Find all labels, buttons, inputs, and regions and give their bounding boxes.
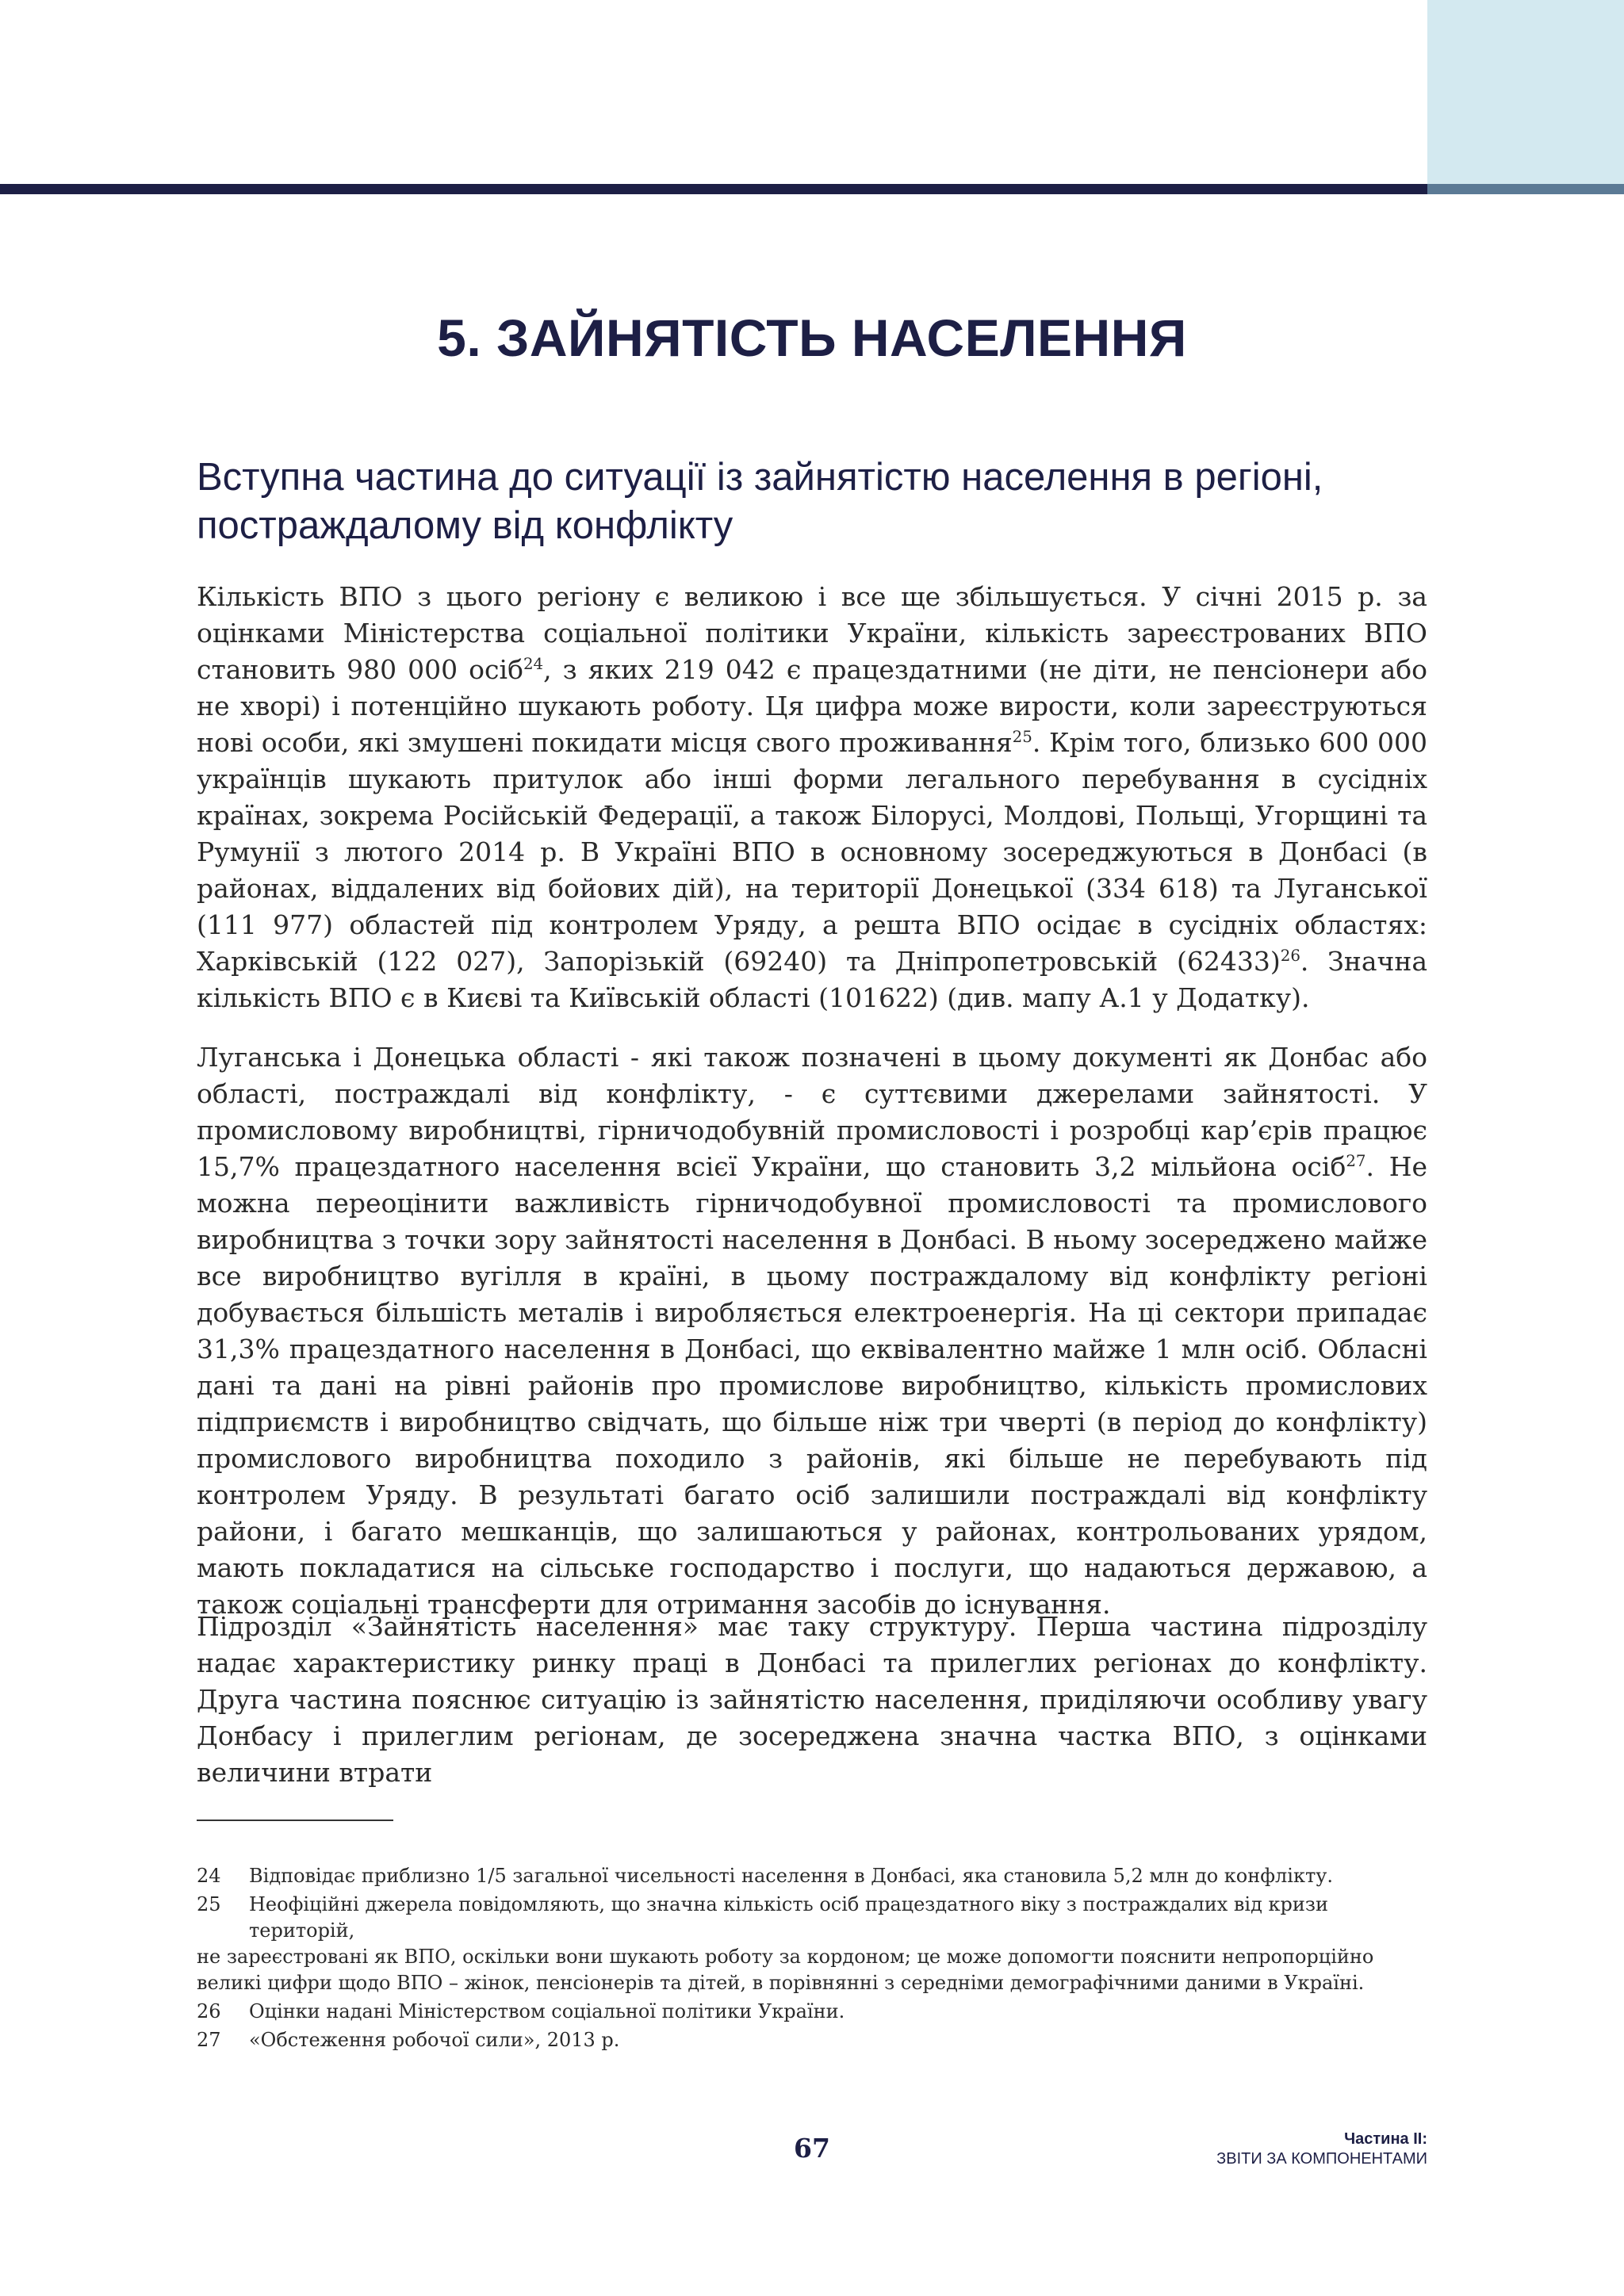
footnote-27 [197,2027,1427,2053]
footnote-text: Відповідає приблизно 1/5 загальної чисельності населення в Донбасі, яка становила 5,2 млн до конфлікту. [249,1865,1333,1887]
footnote-26 [197,1999,1427,2025]
corner-accent-block [1427,0,1624,184]
footnote-ref: 27 [1346,1152,1366,1170]
part-title: ЗВІТИ ЗА КОМПОНЕНТАМИ [1216,2150,1427,2168]
footnotes [197,1863,1427,2056]
footnote-number: 25 [197,1893,221,1915]
page-number: 67 [794,2133,830,2164]
footnote-number: 27 [197,2029,221,2051]
part-label: Частина II: [1344,2130,1427,2148]
header-rule [0,184,1427,194]
footnote-24 [197,1863,1427,1889]
section-heading: Вступна частина до ситуації із зайнятістю населення в регіоні, постраждалому від конфлікту [197,456,1323,547]
chapter-title: 5. ЗАЙНЯТІСТЬ НАСЕЛЕННЯ [437,308,1187,367]
paragraph-3: Підрозділ «Зайнятість населення» має таку структуру. Перша частина підрозділу надає характеристику ринку праці в Донбасі та прилеглих регіонах до конфлікту. Друга частина пояснює ситуацію із зайнятістю населення, приділяючи особливу увагу Донбасу і прилеглим регіонам, де зосереджена значна частка ВПО, з оцінками величини втрати [197,1611,1427,1788]
footnote-ref: 26 [1280,947,1300,965]
footnote-number: 24 [197,1865,221,1887]
footnote-ref: 25 [1012,728,1032,746]
footnote-text-continued: не зареєстровані як ВПО, оскільки вони шукають роботу за кордоном; це може допомогти пояснити непропорційно великі цифри щодо ВПО – жінок, пенсіонерів та дітей, в порівнянні з середніми демографічними даними в Україні. [197,1946,1374,1994]
footnote-25 [197,1892,1427,1996]
footnote-text: Оцінки надані Міністерством соціальної політики України. [249,2000,845,2022]
footnote-separator [197,1820,393,1821]
footnote-number: 26 [197,2000,221,2022]
footnote-text: «Обстеження робочої сили», 2013 р. [249,2029,620,2051]
header-rule-accent [1427,184,1624,194]
footnote-ref: 24 [523,655,544,673]
paragraph-1: Кількість ВПО з цього регіону є великою і все ще збільшується. У січні 2015 р. за оцінками Міністерства соціальної політики України, кількість зареєстрованих ВПО становить 980 000 осіб$^{24}$, з яких 219 042 є працездатними (не діти, не пенсіонери або не хворі) і потенційно шукають роботу. Ця цифра може вирости, коли зареєструються нові особи, які змушені покидати місця свого проживання$^{25}$. Крім того, близько 600 000 українців шукають притулок або інші форми легального перебування в сусідніх країнах, зокрема Російській Федерації, а також Білорусі, Молдові, Польщі, Угорщині та Румунії з лютого 2014 р. В Україні ВПО в основному зосереджуються в Донбасі (в районах, віддалених від бойових дій), на території Донецької (334 618) та Луганської (111 977) областей під контролем Уряду, а решта ВПО осідає в сусідніх областях: Харківській (122 027), Запорізькій (69240) та Дніпропетровській $(62433)^{26}$. Значна кількість ВПО є в Києві та Київській області (101622) (див. мапу А.1 у Додатку). [197,581,1427,1013]
footnote-text: Неофіційні джерела повідомляють, що значна кількість осіб працездатного віку з постраждалих від кризи територій, [249,1893,1328,1942]
paragraph-2: Луганська і Донецька області - які також позначені в цьому документі як Донбас або області, постраждалі від конфлікту, - є суттєвими джерелами зайнятості. У промисловому виробництві, гірничодобувній промисловості і розробці кар’єрів працює 15,7% працездатного населення всієї України, що становить 3,2 мільйона осіб$^{27}$. Не можна переоцінити важливість гірничодобувної промисловості та промислового виробництва з точки зору зайнятості населення в Донбасі. В ньому зосереджено майже все виробництво вугілля в країні, в цьому постраждалому від конфлікту регіоні добувається більшість металів і виробляється електроенергія. На ці сектори припадає 31,3% працездатного населення в Донбасі, що еквівалентно майже 1 млн осіб. Обласні дані та дані на рівні районів про промислове виробництво, кількість промислових підприємств і виробництво свідчать, що більше ніж три чверті (в період до конфлікту) промислового виробництва походило з районів, які більше не перебувають під контролем Уряду. В результаті багато осіб залишили постраждалі від конфлікту райони, і багато мешканців, що залишаються у районах, контрольованих урядом, мають покладатися на сільське господарство і послуги, що надаються державою, а також соціальні трансферти для отримання засобів до існування. [197,1042,1428,1620]
running-footer [1216,2130,1427,2169]
